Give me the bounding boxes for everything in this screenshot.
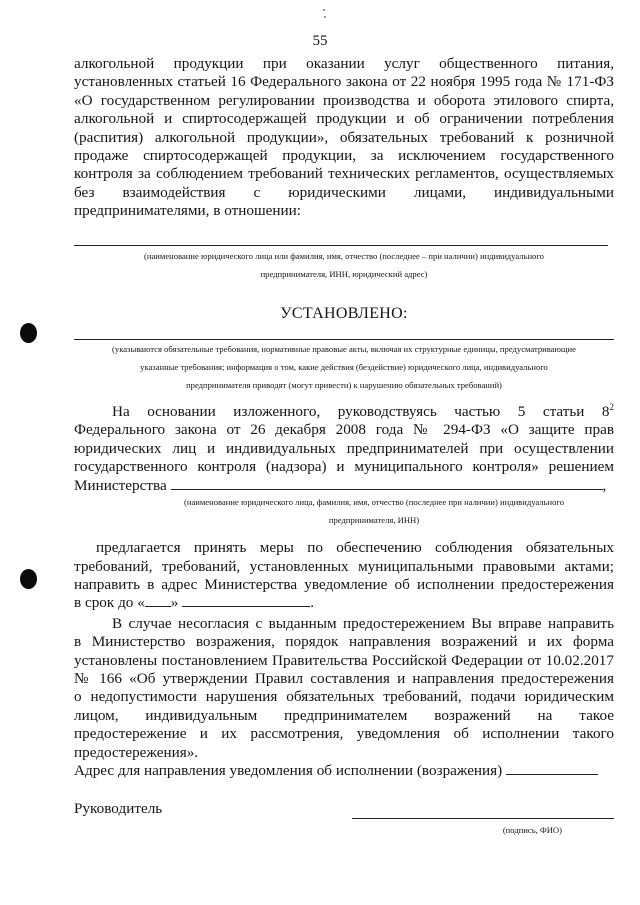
proposal-paragraph	[74, 539, 614, 613]
caption-line: предпринимателя приводят (могут привести) к нарушению обязательных требований)	[186, 380, 502, 391]
requirements-caption	[74, 342, 614, 393]
intro-line: алкогольной продукции при оказании услуг общественного питания,	[74, 55, 614, 72]
proposal-line: предлагается принять меры по обеспечению соблюдения обязательных	[96, 539, 614, 557]
signature-row	[74, 800, 614, 818]
intro-paragraph	[74, 55, 614, 221]
heading-established: УСТАНОВЛЕНО:	[280, 304, 408, 322]
ministry-caption	[74, 495, 614, 527]
scan-speck	[323, 9, 325, 11]
signature-field[interactable]	[352, 804, 614, 819]
address-label: Адрес для направления уведомления об исполнении (возражения)	[74, 761, 503, 779]
objection-line: установлены постановлением Правительства Российской Федерации от 10.02.2017	[74, 651, 614, 669]
intro-line: без взаимодействия с юридическими лицами, индивидуальными	[74, 183, 614, 201]
intro-line: контроля за соблюдением требований технических регламентов, осуществляемых	[74, 165, 614, 183]
deadline-day-field[interactable]	[145, 594, 171, 607]
page-number: 55	[312, 33, 328, 49]
basis-line: Министерства ,	[74, 476, 607, 494]
scan-speck	[324, 16, 326, 18]
basis-line: государственного контроля (надзора) и муниципального контроля» решением	[74, 458, 614, 476]
deadline-prefix: в срок до «	[74, 594, 145, 612]
caption-line: предпринимателя, ИНН)	[328, 515, 420, 526]
objection-line: о недопустимости нарушения обязательных требований, подачи юридическим	[74, 688, 614, 706]
caption-line: предпринимателя, ИНН, юридический адрес)	[260, 268, 428, 279]
deadline-quote: »	[170, 594, 179, 612]
basis-paragraph	[74, 403, 614, 495]
entity-blank-line	[74, 245, 608, 246]
requirements-blank-line	[74, 339, 614, 340]
basis-line: юридических лиц и индивидуальных предпринимателей при осуществлении	[74, 439, 614, 457]
objection-line: В случае несогласия с выданным предостережением Вы вправе направить	[112, 614, 614, 632]
objection-paragraph	[74, 615, 614, 762]
caption-line: (указываются обязательные требования, нормативные правовые акты, включая их структурные единицы, предусматривающие	[112, 344, 576, 355]
objection-line: № 166 «Об утверждении Правил составления и направления предостережения	[74, 669, 614, 687]
deadline-month-year-field[interactable]	[182, 594, 310, 607]
proposal-line: требований, требований, установленных муниципальными правовыми актами;	[74, 557, 614, 575]
ministry-label: Министерства	[74, 476, 167, 494]
signatory-label: Руководитель	[74, 800, 163, 818]
punch-hole-bottom	[20, 569, 37, 589]
basis-line	[74, 403, 614, 421]
caption-line: (наименование юридического лица или фамилия, имя, отчество (последнее – при наличии) индивидуального	[144, 250, 544, 261]
address-row	[74, 762, 614, 780]
superscript: 2	[609, 402, 614, 413]
proposal-line: направить в адрес Министерства уведомление об исполнении предостережения	[74, 575, 614, 593]
intro-line: продаже спиртосодержащей продукции, за исключением государственного	[74, 147, 614, 165]
intro-line: установленных статьей 16 Федерального закона от 22 ноября 1995 года № 171-ФЗ	[74, 73, 614, 91]
intro-line: «О государственном регулировании производства и оборота этилового спирта,	[74, 91, 614, 109]
caption-line: (наименование юридического лица, фамилия, имя, отчество (последнее при наличии) индивидуального	[184, 497, 564, 508]
objection-line: в Министерство возражения, порядок направления возражений и их форма	[74, 633, 614, 651]
objection-line: предостережение и их рассмотрения, уведомления об исполнении такого	[74, 725, 614, 743]
objection-line: лицом, индивидуальным предпринимателем возражений на такое	[74, 706, 614, 724]
intro-line: (распития) алкогольной продукции», обязательных требований к розничной	[74, 128, 614, 146]
deadline-end: .	[310, 594, 314, 612]
signature-caption: (подпись, ФИО)	[502, 824, 562, 835]
objection-line: предостережения».	[74, 743, 199, 761]
caption-line: указанные требования; информация о том, какие действия (бездействие) юридического лица, индивидуального	[140, 362, 548, 373]
intro-line: предпринимателями, в отношении:	[74, 202, 301, 220]
intro-line: алкогольной и спиртосодержащей продукции и об ограничении потребления	[74, 110, 614, 128]
basis-text: На основании изложенного, руководствуясь частью 5 статьи 8	[112, 403, 610, 421]
document-body	[74, 55, 614, 837]
proposal-line	[74, 594, 614, 612]
basis-line: Федерального закона от 26 декабря 2008 года № 294-ФЗ «О защите прав	[74, 421, 614, 439]
address-field[interactable]	[506, 762, 598, 775]
punch-hole-top	[20, 323, 37, 343]
entity-caption	[74, 249, 614, 281]
ministry-name-field[interactable]	[171, 477, 603, 490]
